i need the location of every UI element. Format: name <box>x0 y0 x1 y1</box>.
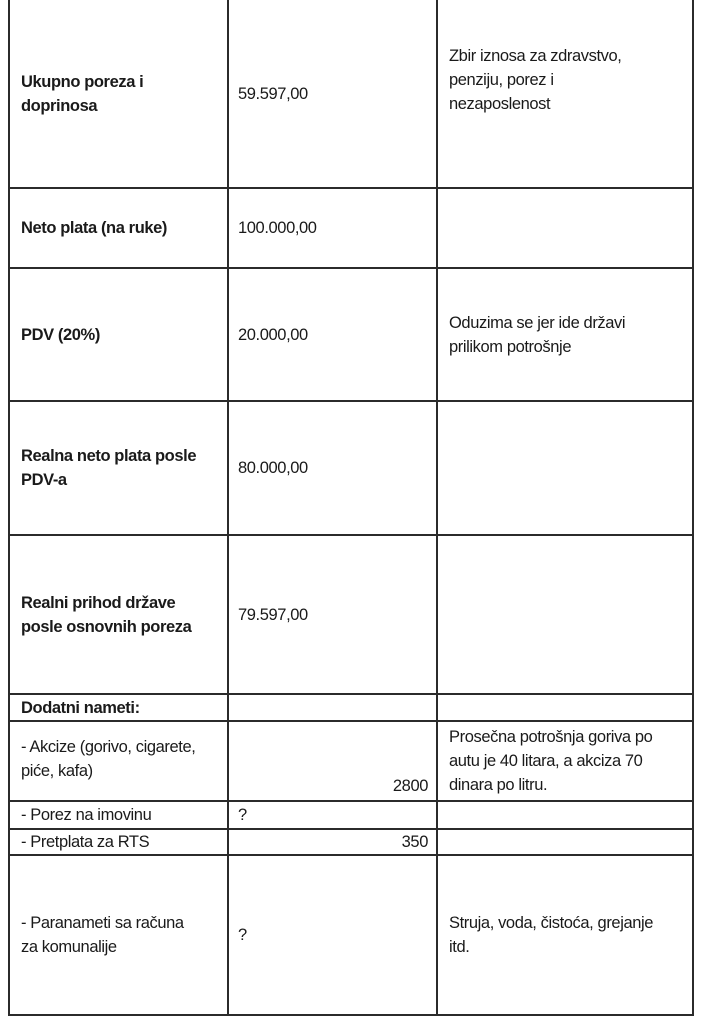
row-value: ? <box>238 806 247 824</box>
row-label: Ukupno poreza i doprinosa <box>21 72 144 115</box>
row-note-cell <box>438 536 694 693</box>
section-heading: Dodatni nameti: <box>21 698 140 717</box>
row-note-cell <box>438 722 694 800</box>
row-label-cell <box>8 802 229 828</box>
row-value-cell <box>229 830 438 854</box>
row-value-cell <box>229 695 438 720</box>
row-note-cell <box>438 0 694 187</box>
row-label: - Akcize (gorivo, cigarete, piće, kafa) <box>21 738 196 780</box>
row-value: 80.000,00 <box>238 459 308 477</box>
row-note-cell <box>438 856 694 1014</box>
row-value: 79.597,00 <box>238 605 308 624</box>
row-label-cell <box>8 722 229 800</box>
row-value-cell <box>229 802 438 828</box>
table-row-realni-prihod <box>8 536 694 695</box>
table-row-akcize <box>8 722 694 802</box>
row-value-cell <box>229 856 438 1014</box>
row-value: 2800 <box>392 777 428 795</box>
row-value: 20.000,00 <box>238 325 308 344</box>
row-note-cell <box>438 189 694 267</box>
table-row-dodatni-nameti <box>8 695 694 722</box>
row-label: Realni prihod države posle osnovnih poreza <box>21 593 192 636</box>
table-row-porez-na-imovinu <box>8 802 694 830</box>
row-value-cell <box>229 402 438 534</box>
table-row-neto-plata <box>8 189 694 269</box>
row-value-cell <box>229 722 438 800</box>
row-note-cell <box>438 830 694 854</box>
table-row-pdv <box>8 269 694 402</box>
row-value-cell <box>229 536 438 693</box>
tax-table <box>8 0 694 1016</box>
row-value: 59.597,00 <box>238 84 308 103</box>
row-label: PDV (20%) <box>21 325 100 344</box>
row-label: - Pretplata za RTS <box>21 833 150 851</box>
row-label-cell <box>8 856 229 1014</box>
table-row-pretplata-rts <box>8 830 694 856</box>
row-note: Oduzima se jer ide državi prilikom potrošnje <box>449 313 626 356</box>
table-row-ukupno-poreza <box>8 0 694 189</box>
row-value: 350 <box>401 833 428 851</box>
row-label-cell <box>8 269 229 400</box>
row-label-cell <box>8 0 229 187</box>
row-note: Zbir iznosa za zdravstvo, penziju, porez i nezaposlenost <box>449 46 622 113</box>
row-value-cell <box>229 0 438 187</box>
row-label-cell <box>8 189 229 267</box>
row-label-cell <box>8 402 229 534</box>
row-note-cell <box>438 269 694 400</box>
table-row-paranameti <box>8 856 694 1016</box>
row-value-cell <box>229 189 438 267</box>
row-note-cell <box>438 695 694 720</box>
row-value: ? <box>238 926 247 944</box>
row-label: Realna neto plata posle PDV-a <box>21 447 197 489</box>
row-note: Struja, voda, čistoća, grejanje itd. <box>449 914 654 956</box>
row-note: Prosečna potrošnja goriva po autu je 40 litara, a akciza 70 dinara po litru. <box>449 728 653 794</box>
row-label: Neto plata (na ruke) <box>21 219 168 237</box>
row-value: 100.000,00 <box>238 219 317 237</box>
row-value-cell <box>229 269 438 400</box>
row-label-cell <box>8 695 229 720</box>
row-note-cell <box>438 802 694 828</box>
row-label-cell <box>8 536 229 693</box>
row-label-cell <box>8 830 229 854</box>
row-label: - Porez na imovinu <box>21 806 152 824</box>
table-row-realna-neto-plata <box>8 402 694 536</box>
row-note-cell <box>438 402 694 534</box>
row-label: - Paranameti sa računa za komunalije <box>21 914 184 956</box>
